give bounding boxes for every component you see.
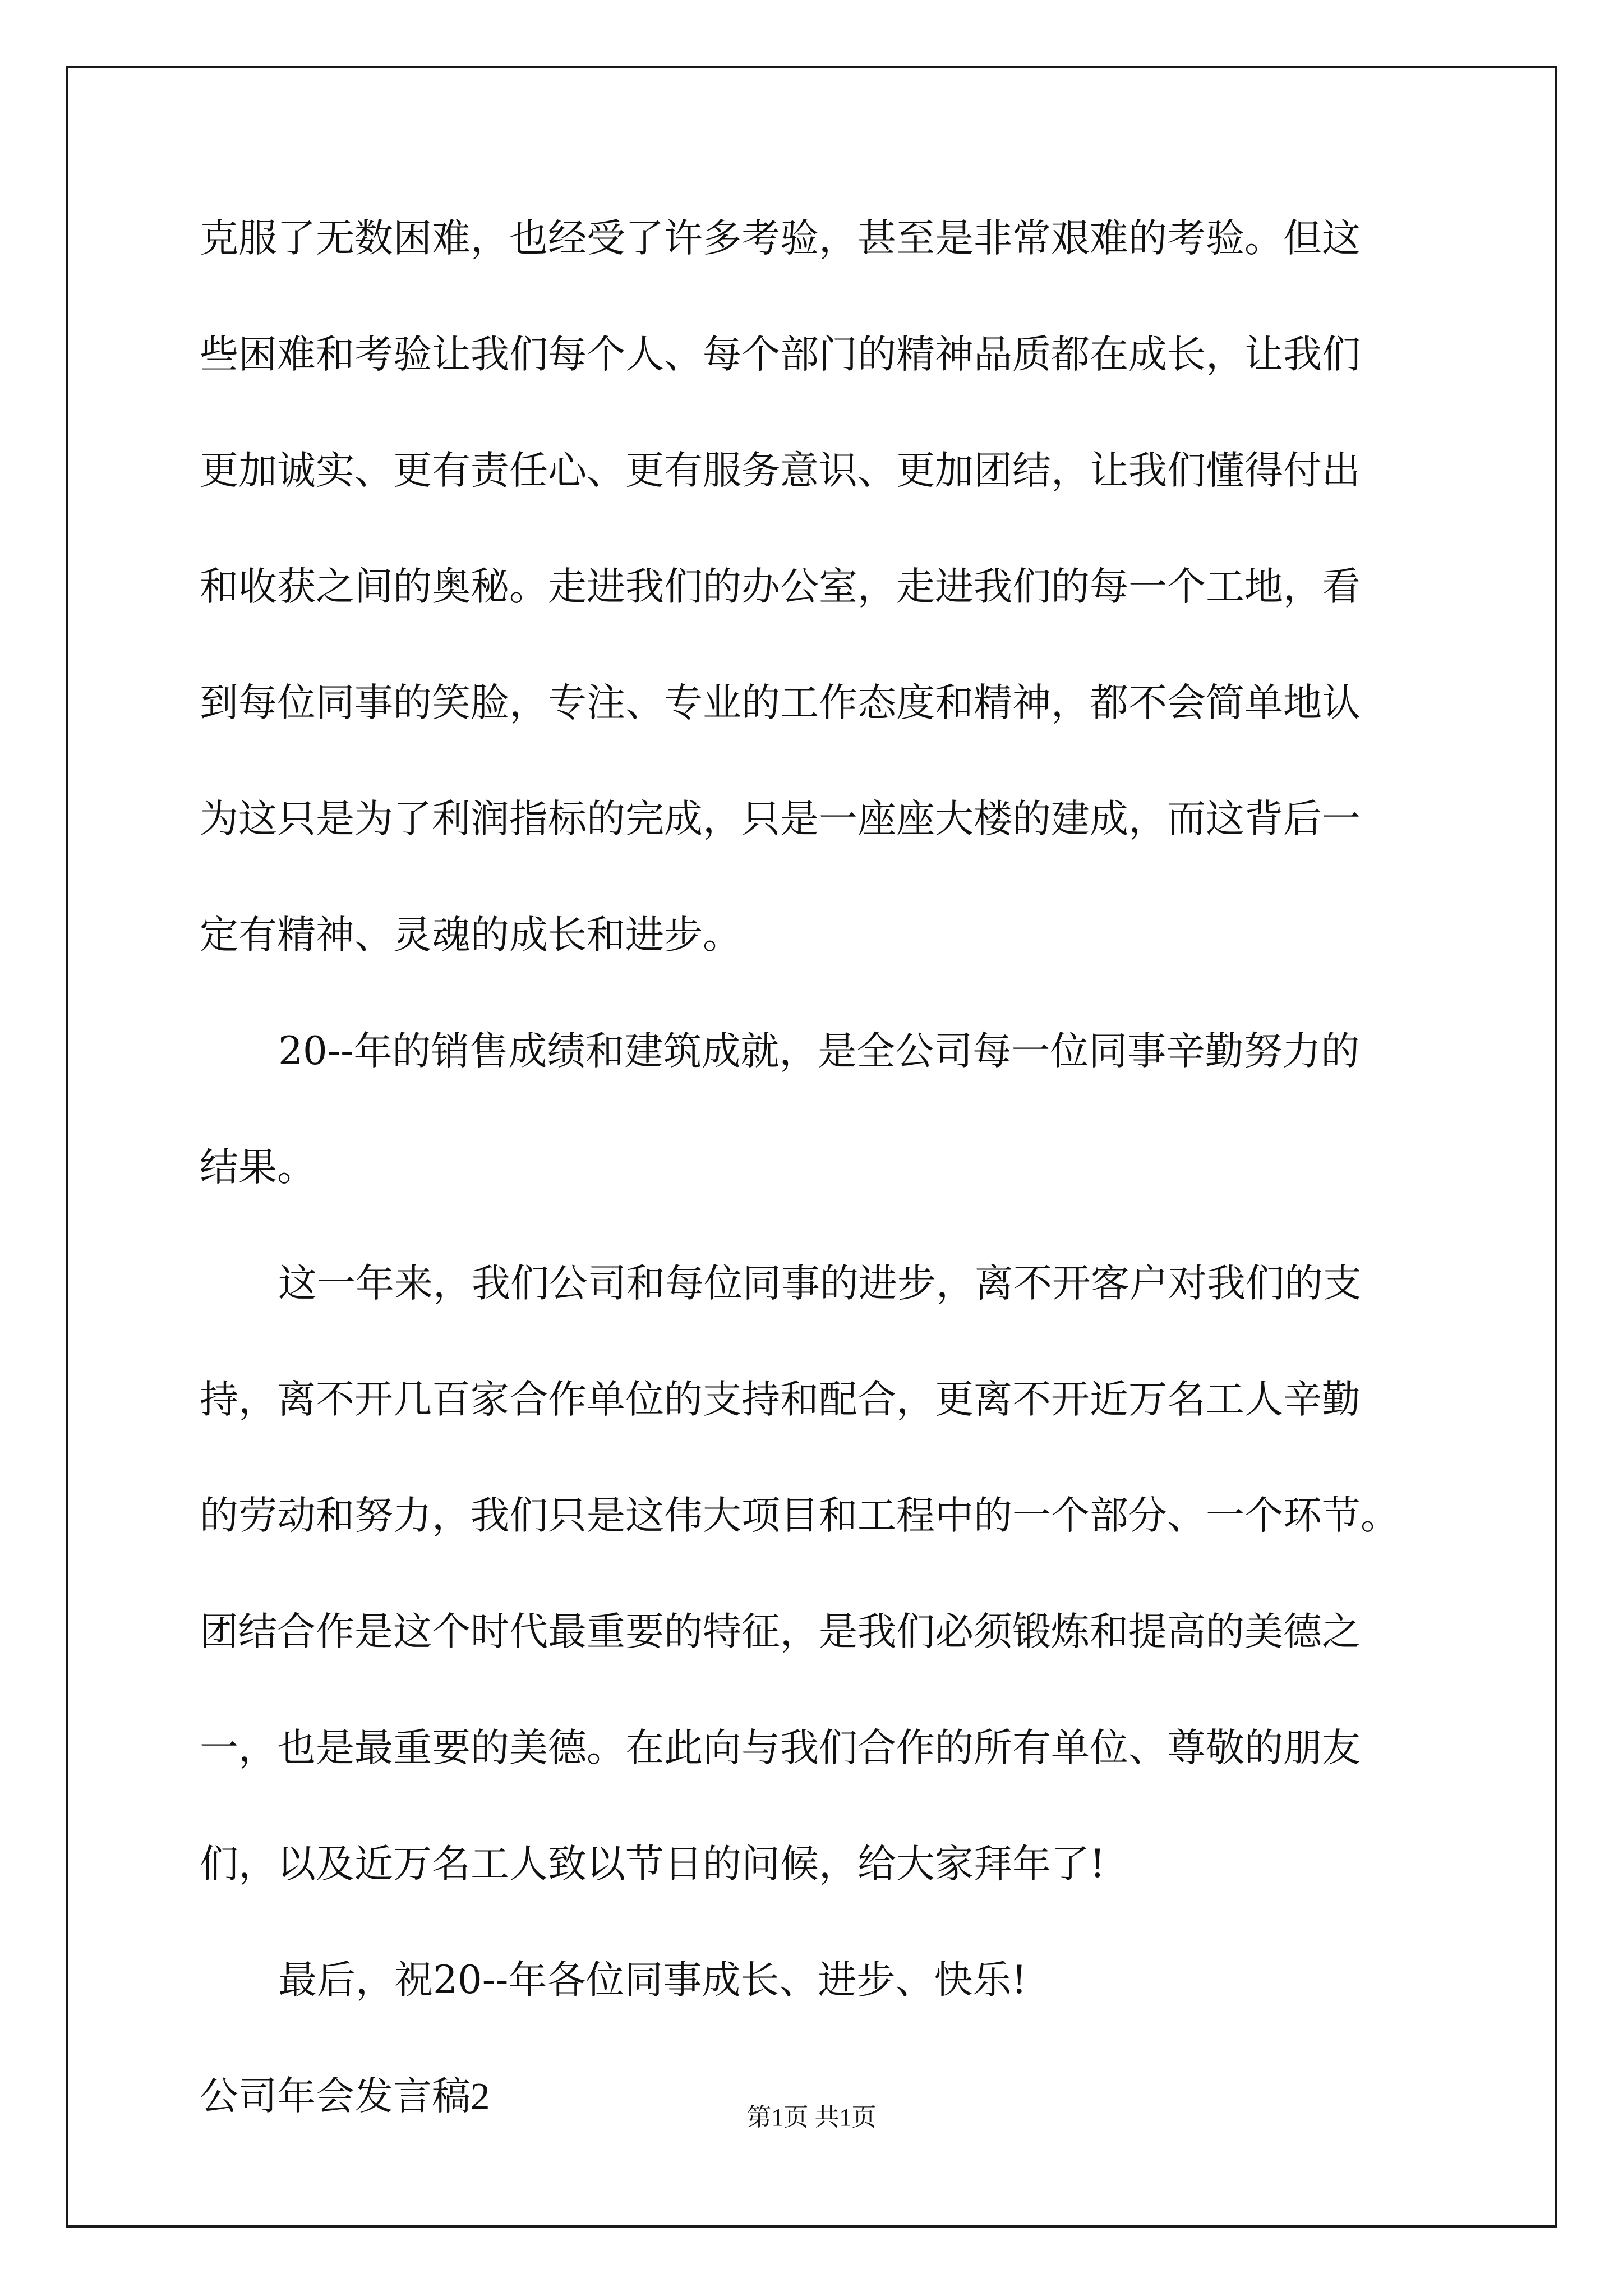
paragraph-line: 定有精神、灵魂的成长和进步。 bbox=[200, 913, 741, 958]
section-heading: 公司年会发言稿2 bbox=[200, 2075, 490, 2118]
page-footer: 第1页 共1页 bbox=[746, 2104, 877, 2131]
paragraph-line: 些困难和考验让我们每个人、每个部门的精神品质都在成长，让我们 bbox=[200, 332, 1361, 377]
paragraph-line: 为这只是为了利润指标的完成，只是一座座大楼的建成，而这背后一 bbox=[200, 797, 1361, 841]
paragraph-line: 和收获之间的奥秘。走进我们的办公室，走进我们的每一个工地，看 bbox=[200, 564, 1361, 609]
paragraph-line: 这一年来，我们公司和每位同事的进步，离不开客户对我们的支 bbox=[278, 1261, 1362, 1306]
paragraph-line: 结果。 bbox=[200, 1145, 316, 1190]
paragraph-line: 一，也是最重要的美德。在此向与我们合作的所有单位、尊敬的朋友 bbox=[200, 1726, 1361, 1770]
paragraph-line: 团结合作是这个时代最重要的特征，是我们必须锻炼和提高的美德之 bbox=[200, 1609, 1361, 1654]
paragraph-line: 们，以及近万名工人致以节日的问候，给大家拜年了! bbox=[200, 1842, 1105, 1887]
paragraph-line: 克服了无数困难，也经受了许多考验，甚至是非常艰难的考验。但这 bbox=[200, 216, 1361, 261]
paragraph-line: 最后，祝20--年各位同事成长、进步、快乐! bbox=[278, 1958, 1027, 2003]
paragraph-line: 到每位同事的笑脸，专注、专业的工作态度和精神，都不会简单地认 bbox=[200, 680, 1361, 725]
paragraph-line: 的劳动和努力，我们只是这伟大项目和工程中的一个部分、一个环节。 bbox=[200, 1493, 1399, 1538]
paragraph-line: 持，离不开几百家合作单位的支持和配合，更离不开近万名工人辛勤 bbox=[200, 1377, 1361, 1422]
paragraph-line: 20--年的销售成绩和建筑成就，是全公司每一位同事辛勤努力的 bbox=[278, 1029, 1360, 1074]
paragraph-line: 更加诚实、更有责任心、更有服务意识、更加团结，让我们懂得付出 bbox=[200, 448, 1361, 493]
